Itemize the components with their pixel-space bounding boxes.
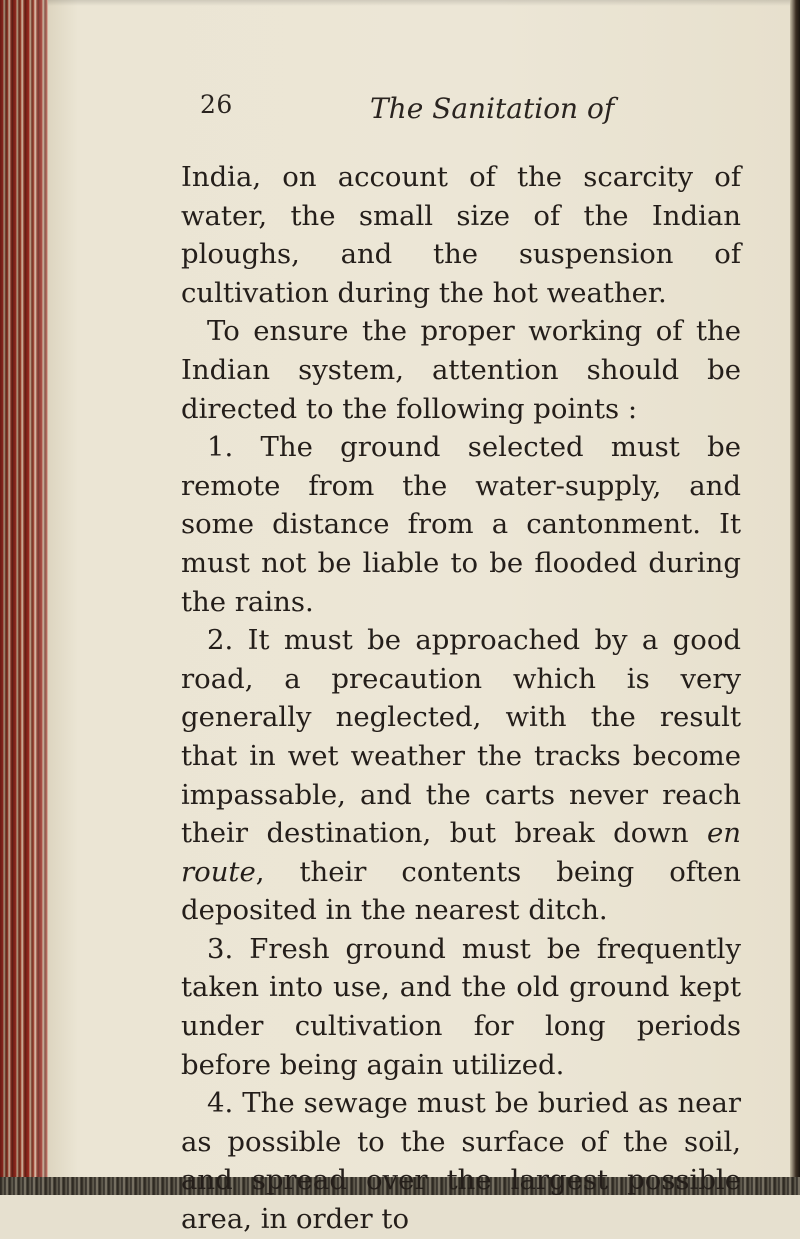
page-right-edge [790,0,800,1195]
paragraph-4-text-start: 2. It must be approached by a good road, a precaution which is very generally neglected, with the result that in wet weather the tracks become impassable, and the carts never reach their destination, but break down [181,624,741,850]
running-title: The Sanitation of [370,92,615,125]
paragraph-4-text-end: , their contents being often deposited in the nearest ditch. [181,855,741,927]
paragraph-2: To ensure the proper working of the Indian system, attention should be directed to the following points : [181,315,741,425]
paragraph-5: 3. Fresh ground must be frequently taken into use, and the old ground kept under cultivation for long periods before being again utilized. [181,932,741,1081]
paragraph-6: 4. The sewage must be buried as near as possible to the surface of the soil, and spread over the largest possible area, in order to [181,1087,741,1236]
paragraph-4-italic-phrase: en route [181,817,741,888]
book-binding [0,0,48,1195]
body-text [181,158,741,1239]
page-number: 26 [200,90,233,119]
paragraph-1: India, on account of the scarcity of water, the small size of the Indian ploughs, and the suspension of cultivation during the hot weather. [181,161,741,309]
paragraph-4 [181,621,741,930]
paragraph-3: 1. The ground selected must be remote from the water-supply, and some distance from a cantonment. It must not be liable to be flooded during the rains. [181,431,741,618]
page-top-shadow [48,0,790,6]
page-header [200,90,720,150]
